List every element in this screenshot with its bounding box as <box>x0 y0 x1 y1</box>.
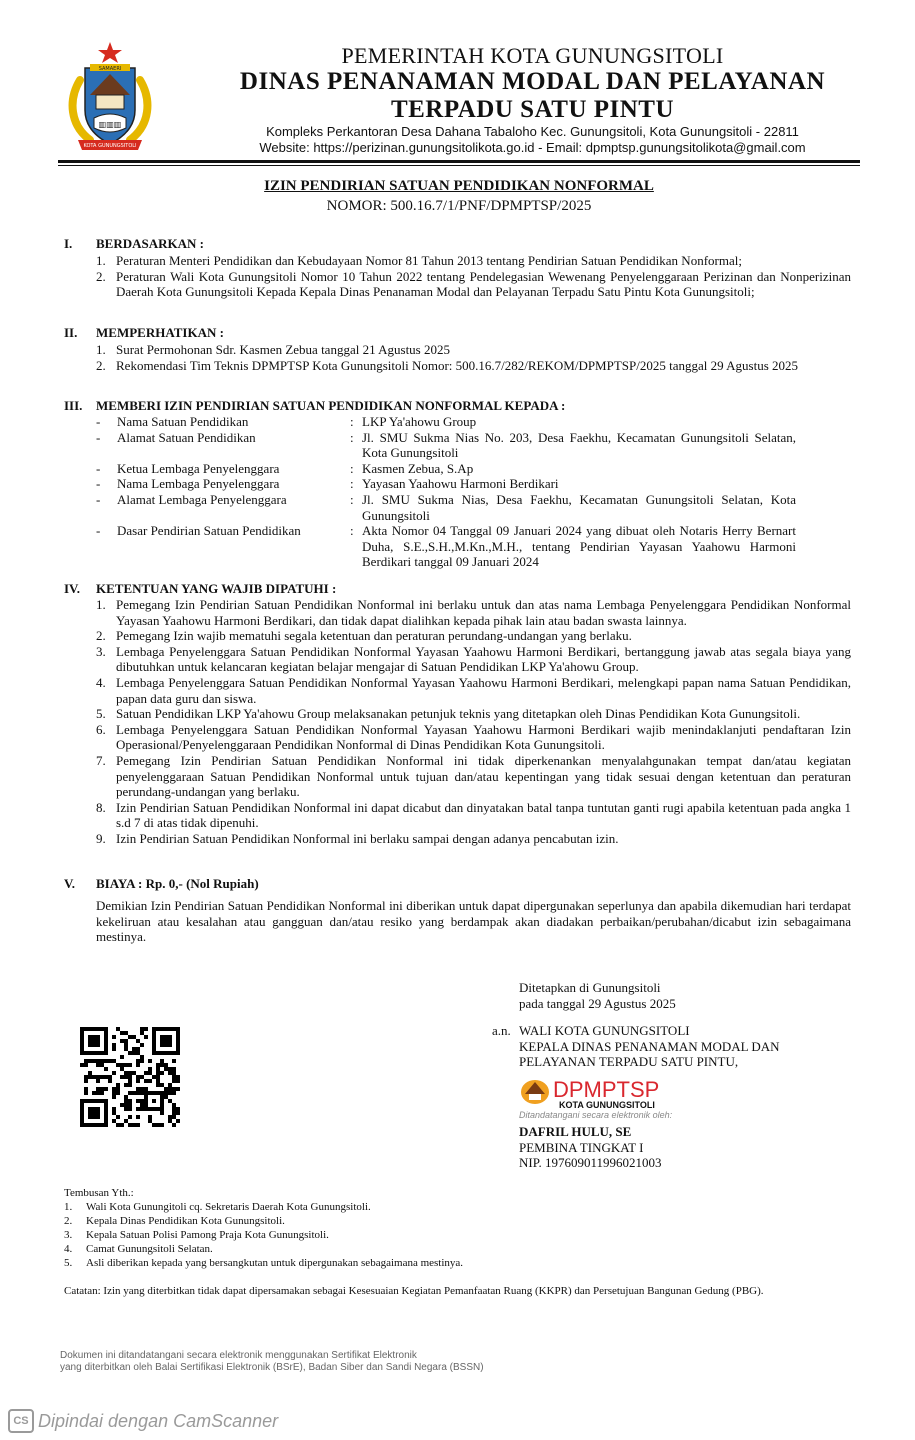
copies-to <box>64 1186 844 1270</box>
esign-line1: Dokumen ini ditandatangani secara elektronik menggunakan Sertifikat Elektronik <box>60 1350 417 1361</box>
agency-address: Kompleks Perkantoran Desa Dahana Tabaloho Kec. Gunungsitoli, Kota Gunungsitoli - 22811 <box>266 124 799 139</box>
list-item: 2. Pemegang Izin wajib mematuhi segala ketentuan dan peraturan perundang-undangan yang berlaku. <box>96 628 632 644</box>
section-number: II. <box>64 325 78 340</box>
section-heading: KETENTUAN YANG WAJIB DIPATUHI : <box>96 581 337 596</box>
agency-name-line1: DINAS PENANAMAN MODAL DAN PELAYANAN <box>239 68 826 95</box>
detail-row: - Nama Satuan Pendidikan : LKP Ya'ahowu Group <box>96 414 477 429</box>
document-number: NOMOR: 500.16.7/1/PNF/DPMPTSP/2025 <box>326 198 592 214</box>
camscanner-text: Dipindai dengan CamScanner <box>38 1410 279 1431</box>
section-heading: BERDASARKAN : <box>96 236 204 251</box>
dpmptsp-logo-icon <box>519 1074 709 1120</box>
detail-row: - Alamat Lembaga Penyelenggara : Jl. SMU Sukma Nias, Desa Faekhu, Kecamatan Gunungsitoli Selatan, Kota Gunungsitoli <box>96 491 796 523</box>
camscanner-watermark <box>8 1409 328 1433</box>
list-item: 4. Lembaga Penyelenggara Satuan Pendidikan Nonformal Yayasan Yaahowu Harmoni Berdikari, melengkapi papan nama Satuan Pendidikan, papan data guru dan siswa. <box>96 674 851 706</box>
esign-footer <box>60 1350 660 1374</box>
logo-city-name: KOTA GUNUNGSITOLI <box>83 143 137 149</box>
signatory-nip: NIP. 197609011996021003 <box>519 1155 662 1171</box>
signature-date: pada tanggal 29 Agustus 2025 <box>519 995 676 1011</box>
header-rule-thick <box>58 160 860 163</box>
government-name: PEMERINTAH KOTA GUNUNGSITOLI <box>341 43 724 68</box>
list-item: 2. Kepala Dinas Pendidikan Kota Gunungsitoli. <box>64 1215 285 1227</box>
closing-paragraph: Demikian Izin Pendirian Satuan Pendidikan Nonformal ini diberikan untuk dapat dipergunakan seperlunya dan apabila dikemudian hari terdapat kekeliruan atau kesalahan atau gangguan dan/atau resiko yang berdampak akan diadakan perbaikan/perubahan/dicabut izin sebagaimana mestinya. <box>96 898 851 945</box>
esign-line2: yang diterbitkan oleh Balai Sertifikasi Elektronik (BSrE), Badan Siber dan Sandi Negara (BSSN) <box>60 1362 484 1373</box>
electronic-signature-stamp <box>519 1074 709 1120</box>
signature-office-line2: KEPALA DINAS PENANAMAN MODAL DAN <box>519 1038 780 1054</box>
signatory-name: DAFRIL HULU, SE <box>519 1123 632 1139</box>
list-item: 9. Izin Pendirian Satuan Pendidikan Nonformal ini berlaku sampai dengan adanya pencabutan izin. <box>96 830 619 846</box>
stamp-brand: DPMPTSP <box>553 1077 660 1102</box>
cost-heading: BIAYA : Rp. 0,- (Nol Rupiah) <box>96 876 259 891</box>
list-item: 6. Lembaga Penyelenggara Satuan Pendidikan Nonformal Yayasan Yaahowu Harmoni Berdikari wajib menindaklanjuti pendaftaran Izin Operasional/Penyelenggaraan Pendidikan Nonformal di Dinas Pendidikan Kota Gunungsitoli. <box>96 721 851 753</box>
section-list <box>96 597 851 847</box>
agency-name-line2: TERPADU SATU PINTU <box>390 96 675 123</box>
detail-row: - Ketua Lembaga Penyelenggara : Kasmen Zebua, S.Ap <box>96 460 474 476</box>
signature-office-line3: PELAYANAN TERPADU SATU PINTU, <box>519 1054 739 1070</box>
list-item: 1. Peraturan Menteri Pendidikan dan Kebudayaan Nomor 81 Tahun 2013 tentang Pendirian Satuan Pendidikan Nonformal; <box>96 253 742 268</box>
agency-website: Website: https://perizinan.gunungsitolikota.go.id - Email: dpmptsp.gunungsitolikota@gmail.com <box>259 140 806 155</box>
gunungsitoli-coat-of-arms-icon <box>60 40 160 158</box>
stamp-note: Ditandatangani secara elektronik oleh: <box>519 1110 673 1120</box>
camscanner-icon: CS <box>8 1409 34 1433</box>
section-heading: MEMPERHATIKAN : <box>96 325 224 340</box>
list-item: 5. Satuan Pendidikan LKP Ya'ahowu Group melaksanakan petunjuk teknis yang ditetapkan oleh Dinas Pendidikan Kota Gunungsitoli. <box>96 706 801 722</box>
detail-row: - Dasar Pendirian Satuan Pendidikan : Akta Nomor 04 Tanggal 09 Januari 2024 yang dibuat oleh Notaris Herry Bernart Duha, S.E.,S.H.,M.Kn.,M.H., tentang Pendirian Yayasan Yaahowu Harmoni Berdikari tanggal 09 Januari 2024 <box>96 523 796 570</box>
list-item: 2. Rekomendasi Tim Teknis DPMPTSP Kota Gunungsitoli Nomor: 500.16.7/282/REKOM/DPMPTSP/2025 tanggal 29 Agustus 2025 <box>96 357 799 373</box>
detail-row: - Alamat Satuan Pendidikan : Jl. SMU Sukma Nias No. 203, Desa Faekhu, Kecamatan Gunungsitoli Selatan, Kota Gunungsitoli <box>96 429 796 461</box>
list-item: 4. Camat Gunungsitoli Selatan. <box>64 1243 213 1255</box>
recipient-details <box>96 414 796 570</box>
section-number: III. <box>64 398 83 413</box>
list-item: 1. Surat Permohonan Sdr. Kasmen Zebua tanggal 21 Agustus 2025 <box>96 342 450 357</box>
list-item: 3. Lembaga Penyelenggara Satuan Pendidikan Nonformal Yayasan Yaahowu Harmoni Berdikari, bertanggung jawab atas segala biaya yang dibutuhkan untuk kelancaran kegiatan belajar mengajar di Satuan Pendidikan LKP Ya'ahowu Group. <box>96 643 851 675</box>
document-title: IZIN PENDIRIAN SATUAN PENDIDIKAN NONFORMAL <box>264 178 654 194</box>
logo-motto: SAMAERI <box>98 66 122 72</box>
stamp-city: KOTA GUNUNGSITOLI <box>559 1100 655 1110</box>
section-heading: MEMBERI IZIN PENDIRIAN SATUAN PENDIDIKAN NONFORMAL KEPADA : <box>96 398 566 413</box>
list-item: 8. Izin Pendirian Satuan Pendidikan Nonformal ini dapat dicabut dan dinyatakan batal tanpa tuntutan ganti rugi apabila ketentuan pada angka 1 s.d 7 di atas tidak dipenuhi. <box>96 799 851 831</box>
header-rule-thin <box>58 165 860 166</box>
list-item: 3. Kepala Satuan Polisi Pamong Praja Kota Gunungsitoli. <box>64 1229 329 1241</box>
qr-code-icon <box>80 1027 180 1127</box>
section-number: I. <box>64 236 73 251</box>
list-item: 2. Peraturan Wali Kota Gunungsitoli Nomor 10 Tahun 2022 tentang Pendelegasian Wewenang Penyelenggaraan Perizinan dan Nonperizinan Daerah Kota Gunungsitoli Kepada Kepala Dinas Penanaman Modal dan Pelayanan Terpadu Satu Pintu Kota Gunungsitoli; <box>96 268 851 300</box>
detail-row: - Nama Lembaga Penyelenggara : Yayasan Yaahowu Harmoni Berdikari <box>96 476 559 492</box>
signature-office-line1: WALI KOTA GUNUNGSITOLI <box>519 1023 690 1039</box>
list-item: 7. Pemegang Izin Pendirian Satuan Pendidikan Nonformal ini tidak diperkenankan menyalahgunakan tempat dan/atau kegiatan penyelenggaraan Satuan Pendidikan Nonformal untuk tujuan dan/atau kepentingan yang tidak sesuai dengan ketentuan dan peraturan perundang-undangan yang berlaku. <box>96 752 851 800</box>
on-behalf-marker: a.n. <box>492 1023 511 1038</box>
section-list <box>96 253 851 300</box>
signatory-rank: PEMBINA TINGKAT I <box>519 1139 644 1155</box>
list-item: 1. Wali Kota Gunungitoli cq. Sekretaris Daerah Kota Gunungsitoli. <box>64 1201 371 1213</box>
section-number: V. <box>64 876 75 891</box>
note: Catatan: Izin yang diterbitkan tidak dapat dipersamakan sebagai Kesesuaian Kegiatan Pemanfaatan Ruang (KKPR) dan Persetujuan Bangunan Gedung (PBG). <box>64 1285 764 1297</box>
list-item: 1. Pemegang Izin Pendirian Satuan Pendidikan Nonformal ini berlaku untuk dan atas nama Lembaga Penyelenggara Pendidikan Nonformal Yayasan Yaahowu Harmoni Berdikari, dan tidak dapat dialihkan kepada pihak lain atau badan swasta lainnya. <box>96 597 851 628</box>
city-logo <box>60 40 160 158</box>
list-item: 5. Asli diberikan kepada yang bersangkutan untuk dipergunakan sebagaimana mestinya. <box>64 1257 464 1269</box>
svg-text:▥▥▥: ▥▥▥ <box>98 120 122 129</box>
copies-heading: Tembusan Yth.: <box>64 1187 134 1199</box>
signature-place: Ditetapkan di Gunungsitoli <box>519 980 661 995</box>
section-list <box>96 342 851 373</box>
section-number: IV. <box>64 581 81 596</box>
